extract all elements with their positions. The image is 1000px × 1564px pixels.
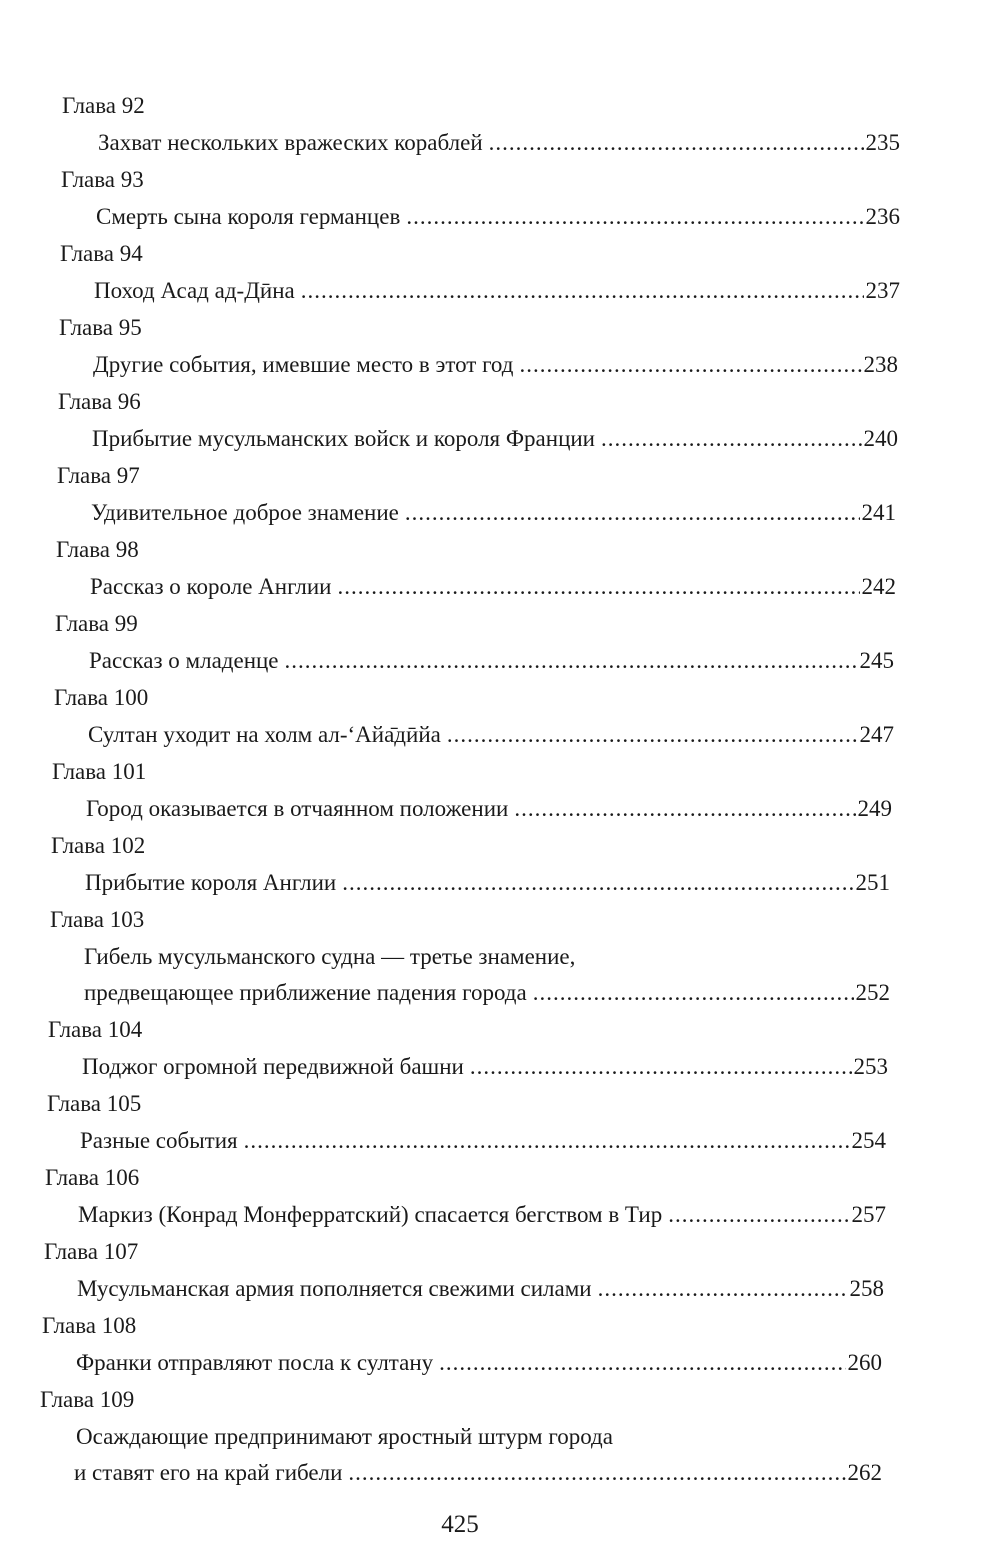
chapter-label: Глава 95 <box>59 315 142 340</box>
toc-row <box>85 868 890 898</box>
page-ref: 235 <box>865 130 900 155</box>
page-ref: 245 <box>859 648 894 673</box>
chapter-label: Глава 105 <box>47 1091 142 1116</box>
toc-entry <box>40 1238 900 1312</box>
toc-row <box>86 794 892 824</box>
toc-row <box>74 1458 882 1488</box>
toc-row <box>82 1052 888 1082</box>
page-number: 425 <box>441 1511 479 1538</box>
toc-entry <box>40 1386 900 1496</box>
toc-entry <box>40 1090 900 1164</box>
page-ref: 253 <box>853 1054 888 1079</box>
chapter-title: и ставят его на край гибели <box>74 1460 343 1485</box>
page-ref: 236 <box>865 204 900 229</box>
chapter-title-line: Гибель мусульманского судна — третье знамение, <box>84 944 576 969</box>
page-ref: 251 <box>855 870 890 895</box>
chapter-title: Рассказ о короле Англии <box>90 574 332 599</box>
toc-entry <box>40 758 900 832</box>
toc-entry <box>40 610 900 684</box>
dot-leader <box>514 794 855 824</box>
page-ref: 257 <box>851 1202 886 1227</box>
page-ref: 249 <box>857 796 892 821</box>
chapter-title-line: Осаждающие предпринимают яростный штурм города <box>76 1424 613 1449</box>
dot-leader <box>405 498 860 528</box>
toc-entry <box>40 906 900 1016</box>
chapter-label: Глава 99 <box>55 611 138 636</box>
chapter-label: Глава 107 <box>44 1239 139 1264</box>
chapter-label: Глава 98 <box>56 537 139 562</box>
chapter-label: Глава 93 <box>61 167 144 192</box>
chapter-title: Город оказывается в отчаянном положении <box>86 796 509 821</box>
dot-leader <box>668 1200 849 1230</box>
chapter-label: Глава 101 <box>52 759 147 784</box>
toc-entry <box>40 92 900 166</box>
chapter-title: Мусульманская армия пополняется свежими силами <box>77 1276 592 1301</box>
toc-entry <box>40 240 900 314</box>
toc-row <box>91 498 896 528</box>
dot-leader <box>598 1274 848 1304</box>
chapter-title: Удивительное доброе знамение <box>91 500 399 525</box>
chapter-label: Глава 103 <box>50 907 145 932</box>
toc-entry <box>40 166 900 240</box>
page-ref: 258 <box>849 1276 884 1301</box>
dot-leader <box>337 572 859 602</box>
toc-row <box>89 646 894 676</box>
chapter-label: Глава 96 <box>58 389 141 414</box>
toc-row <box>88 720 894 750</box>
toc-row <box>93 350 898 380</box>
toc-entry <box>40 832 900 906</box>
table-of-contents <box>40 92 900 1496</box>
toc-row <box>77 1274 884 1304</box>
page-ref: 262 <box>847 1460 882 1485</box>
chapter-title: Поход Асад ад-Дӣна <box>94 278 295 303</box>
toc-row <box>92 424 898 454</box>
chapter-label: Глава 106 <box>45 1165 140 1190</box>
page-ref: 238 <box>863 352 898 377</box>
chapter-label: Глава 100 <box>54 685 149 710</box>
dot-leader <box>439 1348 845 1378</box>
dot-leader <box>244 1126 850 1156</box>
dot-leader <box>301 276 864 306</box>
toc-row <box>84 978 890 1008</box>
dot-leader <box>447 720 858 750</box>
chapter-title: Султан уходит на холм ал-‘Айа̄дӣйа <box>88 722 441 747</box>
dot-leader <box>406 202 863 232</box>
toc-row <box>98 128 900 158</box>
dot-leader <box>470 1052 852 1082</box>
dot-leader <box>519 350 861 380</box>
toc-entry <box>40 314 900 388</box>
toc-row <box>76 1348 882 1378</box>
chapter-label: Глава 109 <box>40 1387 135 1412</box>
toc-entry <box>40 388 900 462</box>
chapter-title: Прибытие мусульманских войск и короля Франции <box>92 426 595 451</box>
chapter-title: Поджог огромной передвижной башни <box>82 1054 464 1079</box>
chapter-label: Глава 108 <box>42 1313 137 1338</box>
page-ref: 237 <box>865 278 900 303</box>
chapter-title: Другие события, имевшие место в этот год <box>93 352 514 377</box>
page-ref: 252 <box>855 980 890 1005</box>
toc-entry <box>40 536 900 610</box>
toc-entry <box>40 1312 900 1386</box>
toc-row <box>94 276 900 306</box>
page-ref: 240 <box>863 426 898 451</box>
chapter-title: Разные события <box>80 1128 238 1153</box>
chapter-label: Глава 97 <box>57 463 140 488</box>
page-ref: 254 <box>851 1128 886 1153</box>
chapter-title: Захват нескольких вражеских кораблей <box>98 130 483 155</box>
chapter-label: Глава 92 <box>62 93 145 118</box>
toc-row <box>96 202 900 232</box>
chapter-label: Глава 94 <box>60 241 143 266</box>
page-ref: 247 <box>859 722 894 747</box>
toc-entry <box>40 1016 900 1090</box>
toc-row <box>80 1126 886 1156</box>
dot-leader <box>285 646 858 676</box>
page-ref: 241 <box>861 500 896 525</box>
toc-entry <box>40 462 900 536</box>
chapter-title: Смерть сына короля германцев <box>96 204 401 229</box>
chapter-label: Глава 104 <box>48 1017 143 1042</box>
chapter-label: Глава 102 <box>51 833 146 858</box>
dot-leader <box>601 424 862 454</box>
toc-row <box>78 1200 886 1230</box>
toc-entry <box>40 1164 900 1238</box>
chapter-title: Прибытие короля Англии <box>85 870 337 895</box>
page-ref: 242 <box>861 574 896 599</box>
toc-row <box>90 572 896 602</box>
chapter-title: Франки отправляют посла к султану <box>76 1350 434 1375</box>
dot-leader <box>533 978 854 1008</box>
page-ref: 260 <box>847 1350 882 1375</box>
chapter-title: предвещающее приближение падения города <box>84 980 527 1005</box>
dot-leader <box>342 868 853 898</box>
dot-leader <box>348 1458 845 1488</box>
dot-leader <box>489 128 864 158</box>
toc-entry <box>40 684 900 758</box>
chapter-title: Маркиз (Конрад Монферратский) спасается бегством в Тир <box>78 1202 663 1227</box>
chapter-title: Рассказ о младенце <box>89 648 279 673</box>
